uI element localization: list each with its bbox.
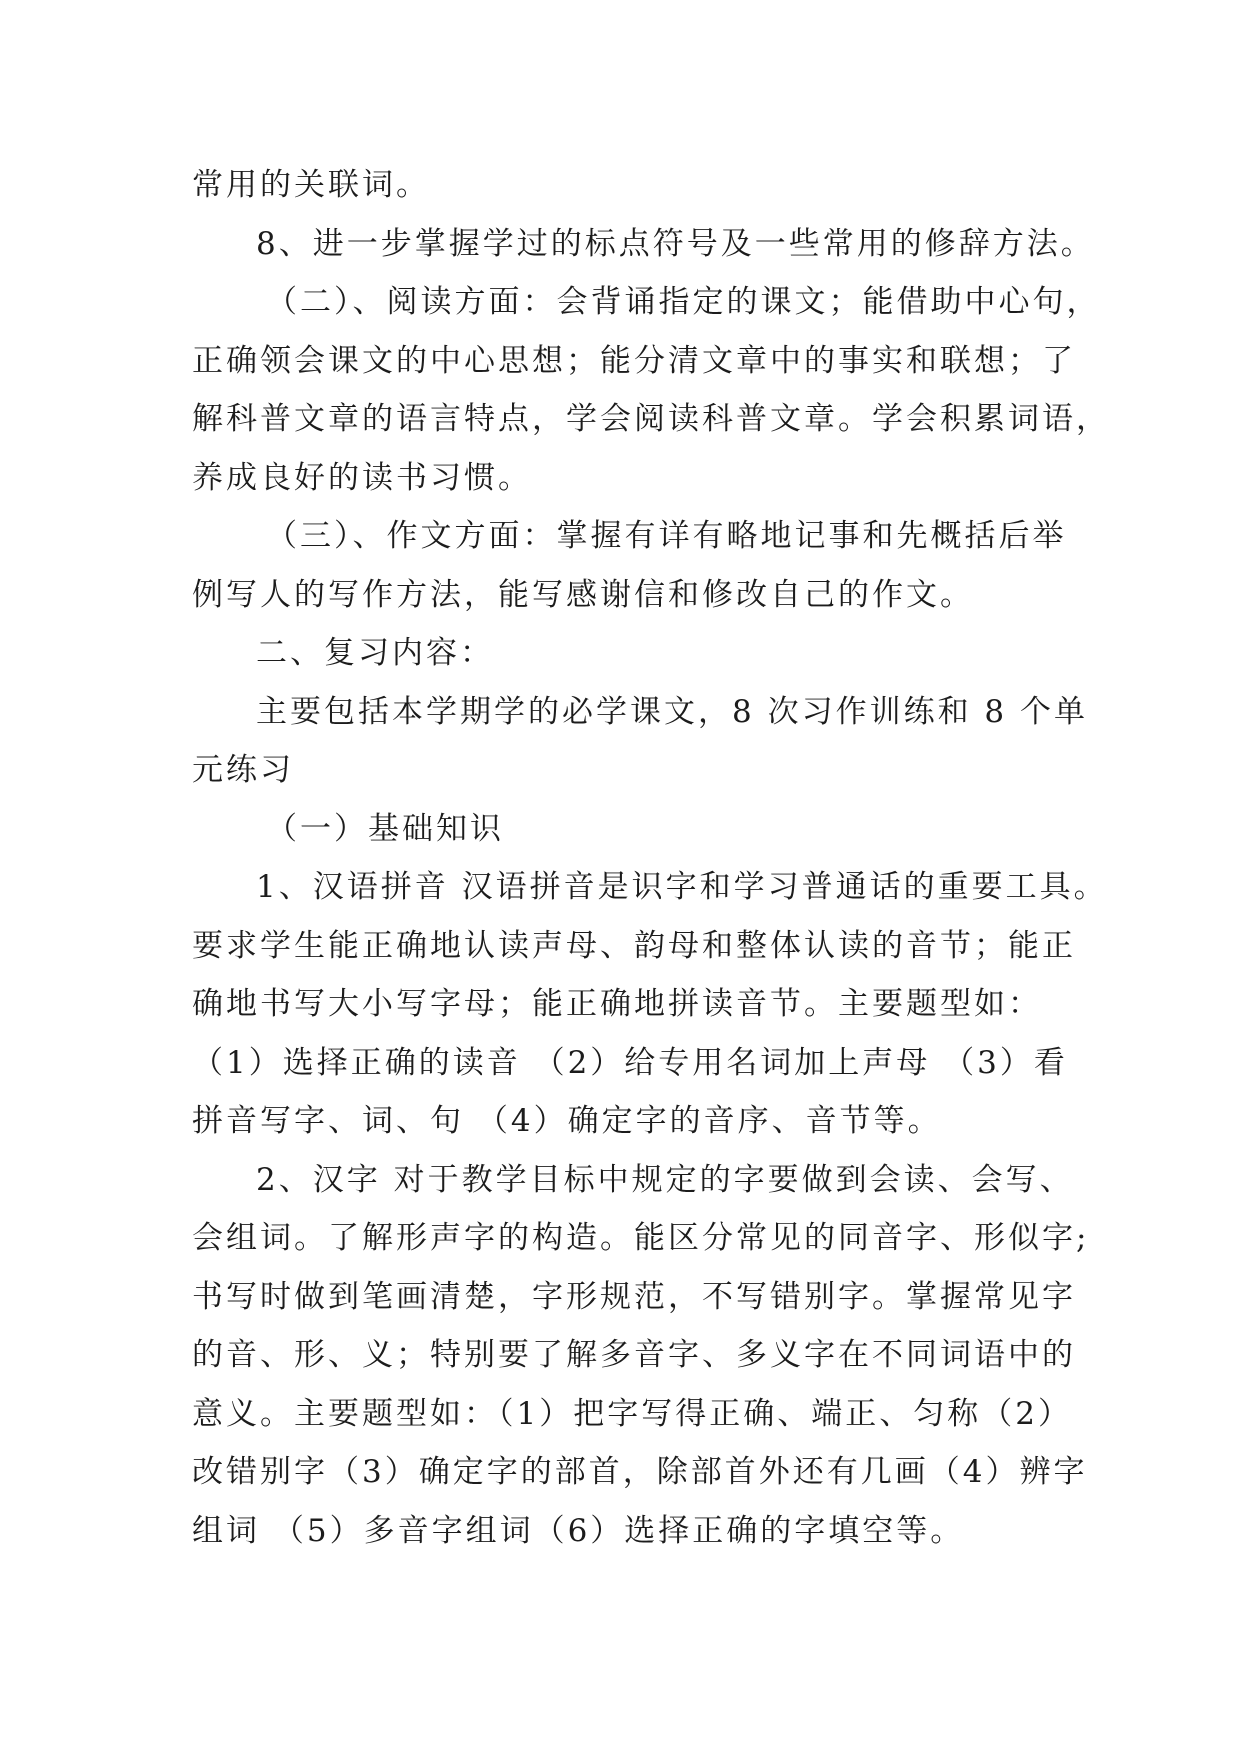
document-body	[192, 156, 1110, 1560]
text-line: 要求学生能正确地认读声母、韵母和整体认读的音节；能正	[192, 927, 1076, 964]
text-line: 的音、形、义；特别要了解多音字、多义字在不同词语中的	[192, 1337, 1076, 1373]
text-line: 改错别字（3）确定字的部首，除部首外还有几画（4）辨字	[192, 1454, 1088, 1490]
text-line: 书写时做到笔画清楚，字形规范，不写错别字。掌握常见字	[192, 1278, 1076, 1315]
text-line: 会组词。了解形声字的构造。能区分常见的同音字、形似字;	[192, 1220, 1090, 1256]
text-line: 常用的关联词。	[192, 167, 430, 203]
text-line: 拼音写字、词、句 （4）确定字的音序、音节等。	[192, 1103, 942, 1139]
text-line: 意义。主要题型如：（1）把字写得正确、端正、匀称（2）	[192, 1395, 1072, 1432]
text-line: 养成良好的读书习惯。	[192, 459, 532, 496]
text-line: （三）、作文方面：掌握有详有略地记事和先概括后举	[266, 518, 1067, 554]
text-line: 8、进一步掌握学过的标点符号及一些常用的修辞方法。	[256, 225, 1095, 262]
text-line: 解科普文章的语言特点，学会阅读科普文章。学会积累词语，	[192, 401, 1110, 437]
text-line: 例写人的写作方法，能写感谢信和修改自己的作文。	[192, 576, 974, 613]
section-heading: 二、复习内容：	[256, 635, 494, 671]
text-line: （二）、阅读方面：会背诵指定的课文；能借助中心句，	[266, 284, 1101, 320]
text-line: 2、汉字 对于教学目标中规定的字要做到会读、会写、	[256, 1161, 1074, 1198]
text-line: 组词 （5）多音字组词（6）选择正确的字填空等。	[192, 1512, 965, 1549]
text-line: 正确领会课文的中心思想；能分清文章中的事实和联想；了	[192, 342, 1076, 379]
subsection-heading: （一）基础知识	[266, 810, 504, 847]
text-line: 1、汉语拼音 汉语拼音是识字和学习普通话的重要工具。	[256, 869, 1108, 905]
text-line: 主要包括本学期学的必学课文，8 次习作训练和 8 个单	[256, 693, 1089, 730]
text-line: 元练习	[192, 752, 294, 788]
text-line: 确地书写大小写字母；能正确地拼读音节。主要题型如：	[192, 986, 1042, 1022]
text-line: （1）选择正确的读音 （2）给专用名词加上声母 （3）看	[192, 1044, 1068, 1081]
